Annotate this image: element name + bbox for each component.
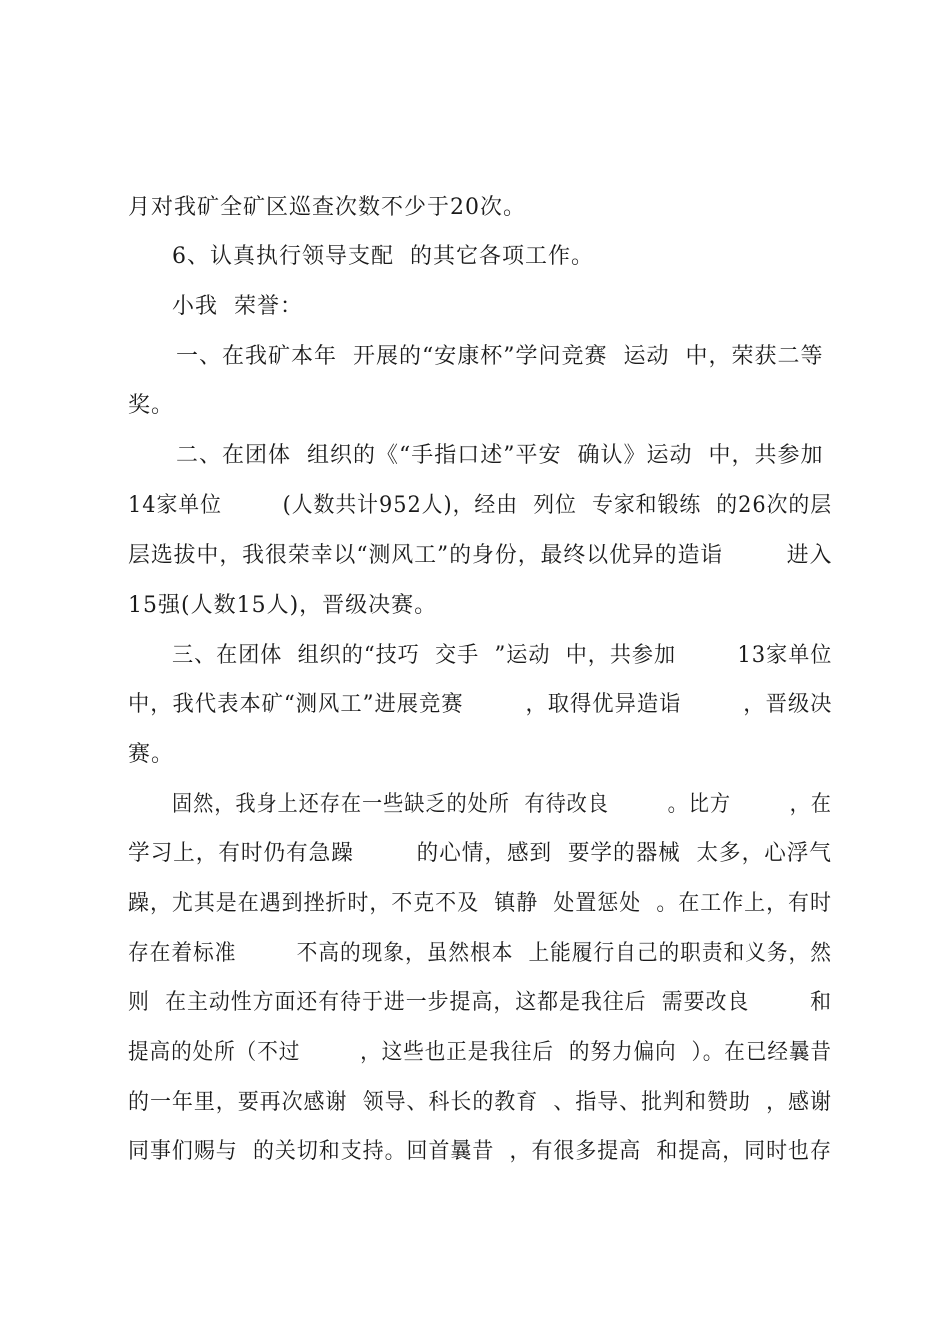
text-line: 二、在团体 组织的《“手指口述”平安 确认》运动 中，共参加 [176, 443, 824, 468]
text-line: 层选拔中，我很荣幸以“测风工”的身份，最终以优异的造诣 进入 [128, 543, 833, 568]
text-line: 则 在主动性方面还有待于进一步提高，这都是我往后 需要改良 和 [128, 990, 832, 1015]
text-line: 的一年里，要再次感谢 领导、科长的教育 、指导、批判和赞助 ，感谢 [128, 1090, 832, 1115]
text-line: 同事们赐与 的关切和支持。回首曩昔 ，有很多提高 和提高，同时也存 [128, 1139, 832, 1164]
text-line: 奖。 [128, 393, 175, 418]
text-line: 躁，尤其是在遇到挫折时，不克不及 镇静 处置惩处 。在工作上，有时 [128, 891, 832, 916]
text-line: 小我 荣誉： [172, 294, 303, 319]
text-line: 提高的处所（不过 ，这些也正是我往后 的努力偏向 ）。在已经曩昔 [128, 1040, 832, 1065]
text-line: 存在着标准 不高的现象，虽然根本 上能履行自己的职责和义务，然 [128, 941, 832, 966]
text-line: 14家单位 (人数共计952人)，经由 列位 专家和锻练 的26次的层 [128, 493, 833, 518]
text-line: 学习上，有时仍有急躁 的心情，感到 要学的器械 太多，心浮气 [128, 841, 832, 866]
text-line: 月对我矿全矿区巡查次数不少于20次。 [128, 195, 526, 220]
text-line: 6、认真执行领导支配 的其它各项工作。 [172, 244, 594, 269]
text-line: 15强(人数15人)，晋级决赛。 [128, 593, 438, 618]
text-line: 三、在团体 组织的“技巧 交手 ”运动 中，共参加 13家单位 [172, 643, 833, 668]
text-line: 固然，我身上还存在一些缺乏的处所 有待改良 。比方 ，在 [172, 792, 832, 817]
text-line: 赛。 [128, 742, 175, 767]
text-line: 一、在我矿本年 开展的“安康杯”学问竞赛 运动 中，荣获二等 [176, 344, 824, 369]
text-line: 中，我代表本矿“测风工”进展竞赛 ，取得优异造诣 ，晋级决 [128, 692, 833, 717]
